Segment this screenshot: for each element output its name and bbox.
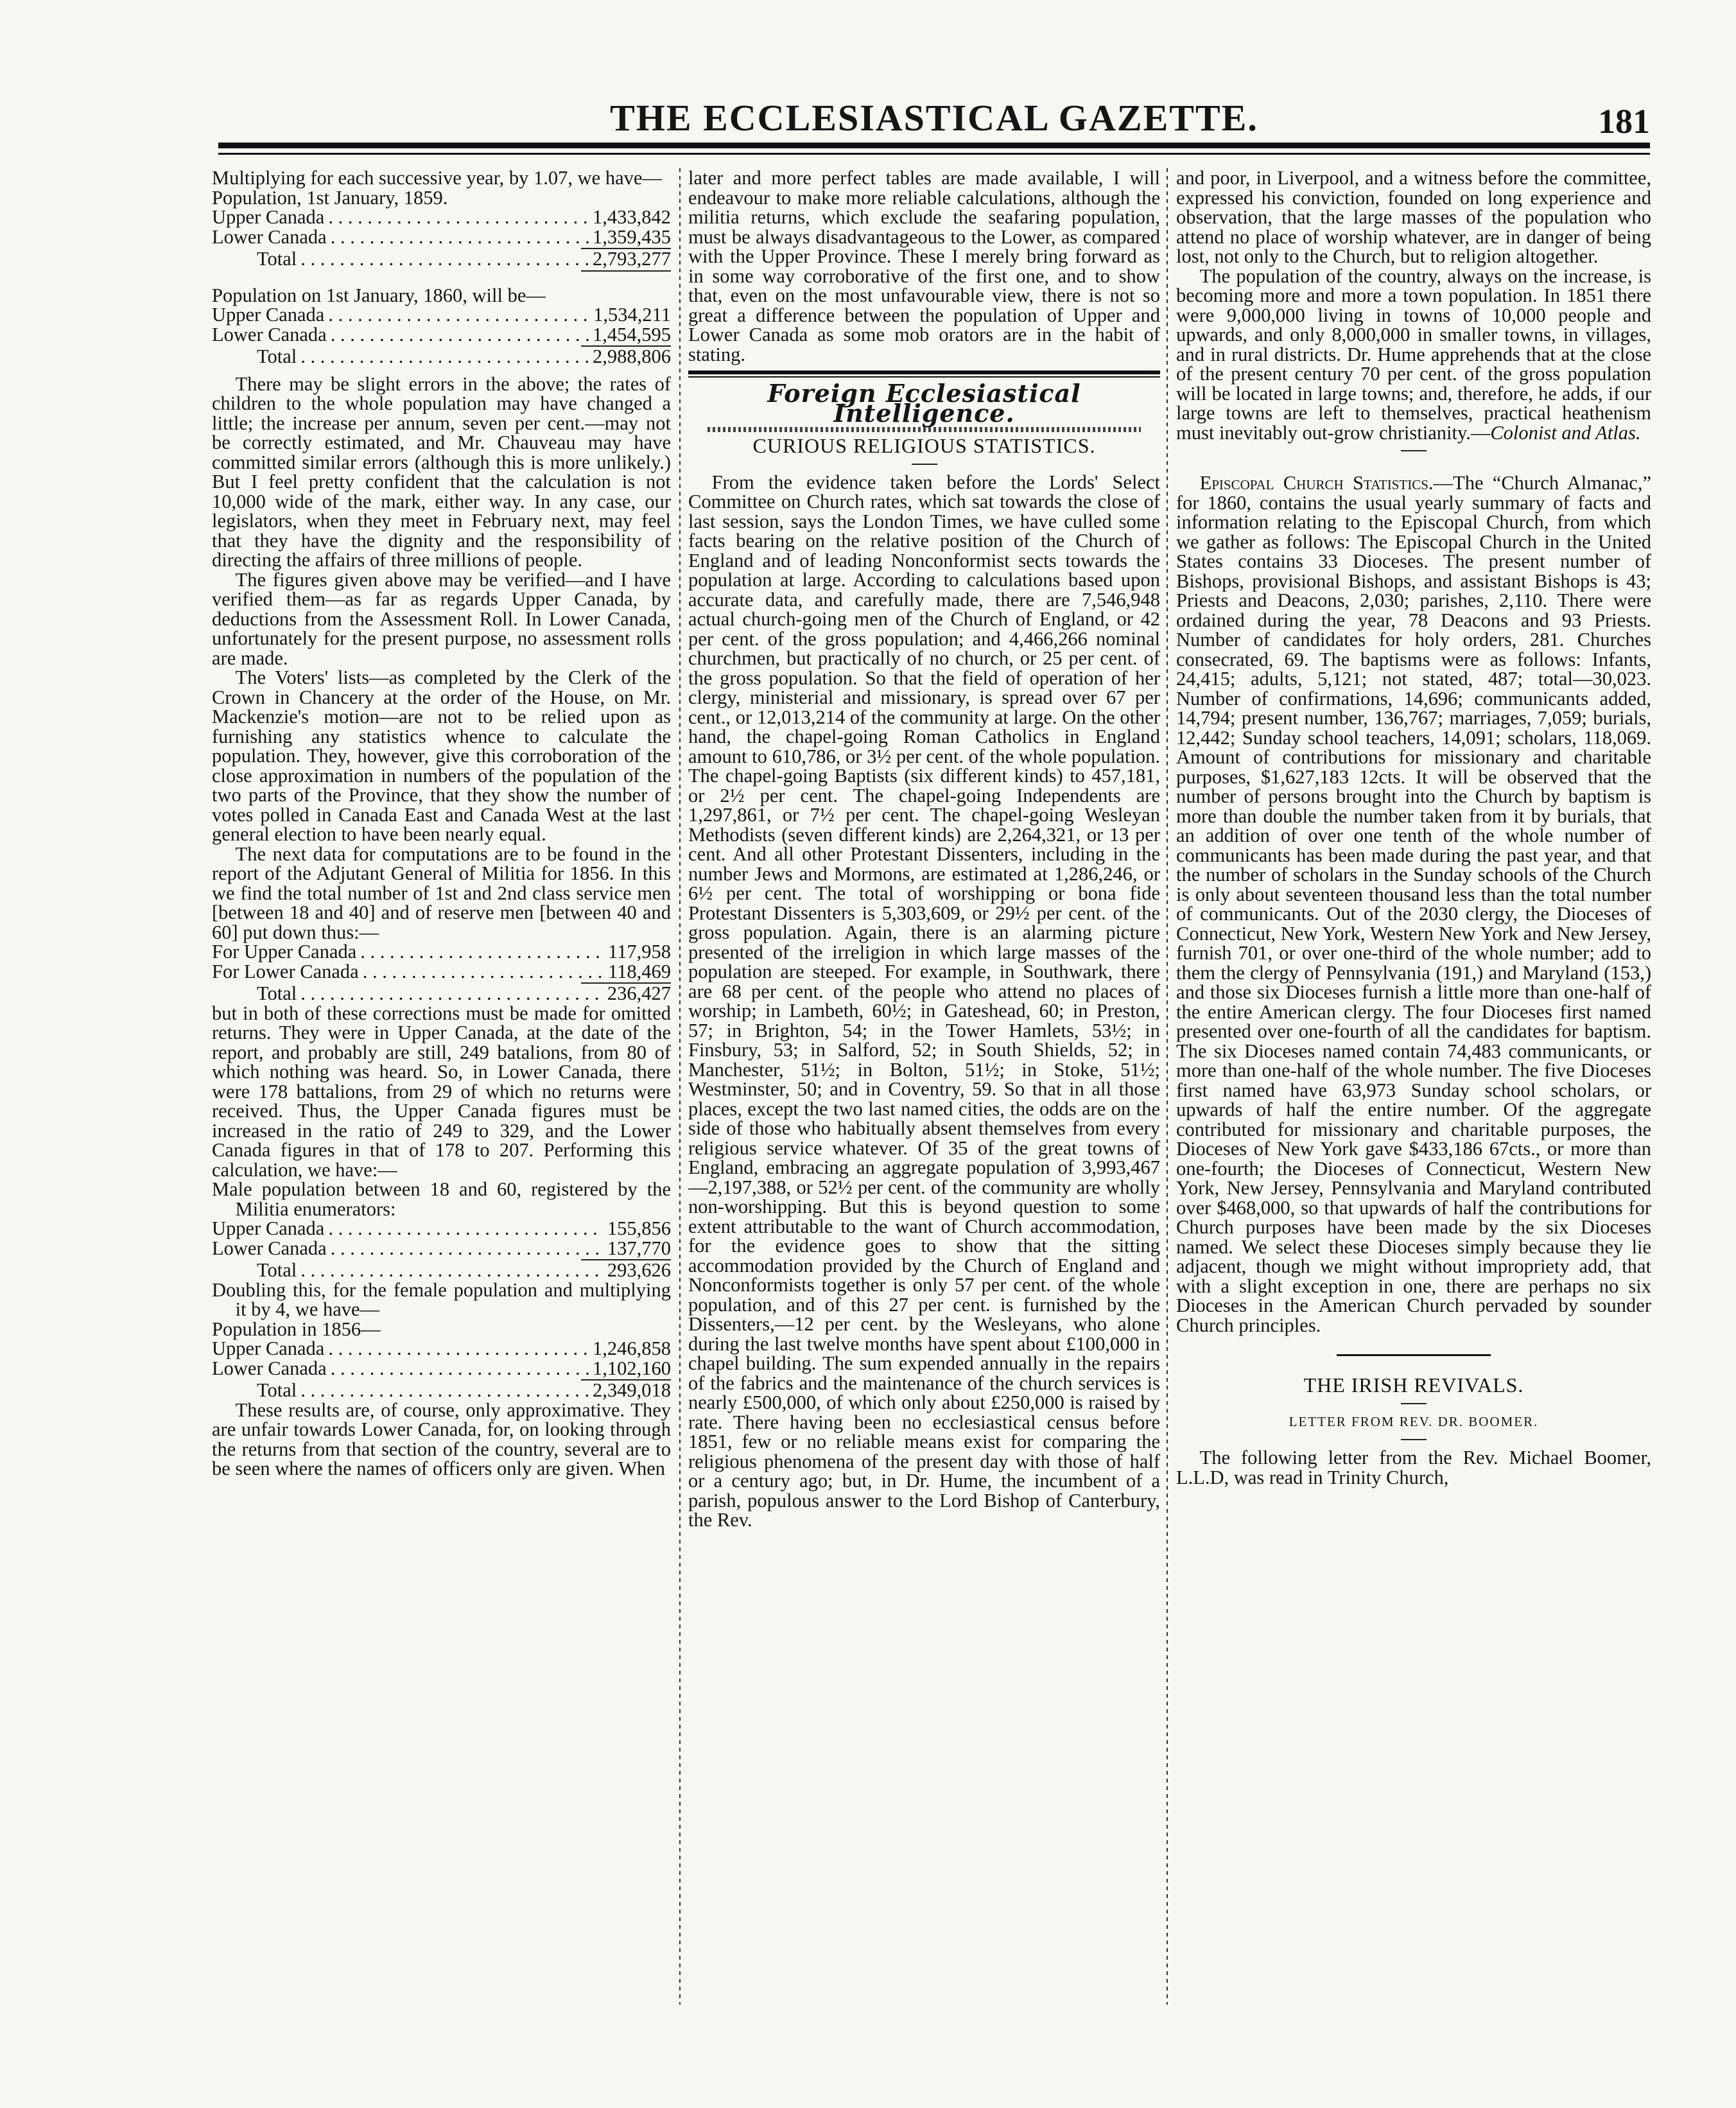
- dash-rule: [1401, 1439, 1427, 1440]
- paragraph: and poor, in Liverpool, and a witness before the committee, expressed his conviction, founded on long experience and observation, that the large masses of the population who attend no place of worship whatever, are in danger of being lost, not only to the Church, but to religion altogether.: [1176, 168, 1651, 267]
- stat-total: Total . . . 2,988,806: [212, 347, 671, 367]
- stat-row: For Upper Canada . . . 117,958: [212, 942, 671, 962]
- column-2: [688, 168, 1160, 2030]
- stat-row: Lower Canada . . . 1,454,595: [212, 325, 671, 345]
- stat-total: Total . . . 293,626: [212, 1260, 671, 1280]
- page-number: 181: [1598, 102, 1650, 141]
- stat-row: Lower Canada . . . 1,359,435: [212, 227, 671, 247]
- stat-row: For Lower Canada . . . 118,469: [212, 962, 671, 982]
- article-title: CURIOUS RELIGIOUS STATISTICS.: [752, 434, 1096, 457]
- column-1: [212, 168, 671, 2030]
- subheading: Population on 1st January, 1860, will be—: [212, 284, 546, 306]
- section-rule: [1337, 1354, 1491, 1356]
- subheading: Male population between 18 and 60, registered by the Militia enumerators:: [212, 1178, 671, 1220]
- header-rule-thin: [218, 153, 1650, 155]
- paragraph: Multiplying for each successive year, by 1.07, we have—: [212, 168, 662, 189]
- stat-row: Upper Canada . . . 1,534,211: [212, 305, 671, 325]
- stat-row: Upper Canada . . . 155,856: [212, 1219, 671, 1239]
- stat-total: Total . . . 236,427: [212, 984, 671, 1004]
- page-header: [218, 96, 1650, 141]
- dash-rule: [1401, 450, 1427, 451]
- column-divider: [679, 168, 681, 2005]
- subheading: Population in 1856—: [212, 1318, 381, 1340]
- dash-rule: [912, 464, 937, 465]
- stat-row: Upper Canada . . . 1,433,842: [212, 207, 671, 227]
- masthead-title: THE ECCLESIASTICAL GAZETTE.: [610, 97, 1258, 139]
- lead-in: Episcopal Church Statistics.: [1199, 472, 1434, 494]
- stat-total: Total . . . 2,349,018: [212, 1381, 671, 1400]
- dash-rule: [1401, 1403, 1427, 1404]
- column-divider: [1167, 168, 1168, 2005]
- article-subtitle: LETTER FROM REV. DR. BOOMER.: [1289, 1413, 1539, 1429]
- stat-row: Upper Canada . . . 1,246,858: [212, 1339, 671, 1359]
- paragraph: There may be slight errors in the above; the rates of children to the whole population may have changed a little; the increase per annum, seven per cent.—may not be correctly estimated, and Mr. Chauveau may have committed similar errors (although this is more unlikely.) But I feel pretty confident that the calculation is not 10,000 wide of the mark, either way. In any case, our legislators, when they meet in February next, may feel that they have the dignity and the responsibility of directing the affairs of three millions of people.: [212, 372, 671, 571]
- subheading: Doubling this, for the female population and multiplying it by 4, we have—: [212, 1278, 671, 1320]
- column-3: [1176, 168, 1651, 2030]
- paragraph: The figures given above may be verified—and I have verified them—as far as regards Upper Canada, by deductions from the Assessment Roll. In Lower Canada, unfortunately for the present purpose, no assessment rolls are made.: [212, 568, 671, 669]
- stat-row: Lower Canada . . . 1,102,160: [212, 1359, 671, 1379]
- ornament-rule: [707, 427, 1141, 432]
- paragraph: The Voters' lists—as completed by the Clerk of the Crown in Chancery at the order of the House, on Mr. Mackenzie's motion—are not to be relied upon as furnishing any statistics whence to calculate the population. They, however, give this corroboration of the close approximation in numbers of the population of the two parts of the Province, that they show the number of votes polled in Canada East and Canada West at the last general election to have been nearly equal.: [212, 666, 671, 845]
- stat-row: Lower Canada . . . 137,770: [212, 1239, 671, 1259]
- article-title: THE IRISH REVIVALS.: [1303, 1373, 1524, 1397]
- paragraph: The population of the country, always on the increase, is becoming more and more a town population. In 1851 there were 9,000,000 living in towns of 10,000 people and upwards, and only 8,000,000 in smaller towns, in villages, and in rural districts. Dr. Hume apprehends that at the close of the present century 70 per cent. of the gross population will be located in large towns; and, therefore, he adds, if our large towns are left to themselves, practical heathenism must inevitably out-grow christianity.—Colonist and Atlas.: [1176, 265, 1651, 444]
- paragraph: but in both of these corrections must be made for omitted returns. They were in Upper Canada, at the date of the report, and probably are still, 249 batalions, from 80 of which nothing was heard. So, in Lower Canada, there were 178 battalions, from 29 of which no returns were received. Thus, the Upper Canada figures must be increased in the ratio of 249 to 329, and the Lower Canada figures in that of 178 to 207. Performing this calculation, we have:—: [212, 1002, 671, 1181]
- source-credit: Colonist and Atlas.: [1490, 421, 1641, 444]
- stat-total: Total . . . 2,793,277: [212, 249, 671, 269]
- paragraph: The next data for computations are to be found in the report of the Adjutant General of Militia for 1856. In this we find the total number of 1st and 2nd class service men [between 18 and 40] and of reserve men [between 40 and 60] put down thus:—: [212, 842, 671, 943]
- paragraph: These results are, of course, only approximative. They are unfair towards Lower Canada, for, on looking through the returns from that section of the country, several are to be seen where the names of officers only are given. When: [212, 1398, 671, 1479]
- header-rule: [218, 143, 1650, 148]
- paragraph: later and more perfect tables are made available, I will endeavour to make more reliable calculations, although the militia returns, which exclude the seafaring population, must be always disadvantageous to the Lower, as compared with the Upper Province. These I merely bring forward as in some way corroborative of the first one, and to show that, even on the most unfavourable view, there is not so great a difference between the population of Upper and Lower Canada as some mob orators are in the habit of stating.: [688, 168, 1160, 365]
- paragraph: From the evidence taken before the Lords' Select Committee on Church rates, which sat towards the close of last session, says the London Times, we have culled some facts bearing on the relative position of the Church of England and of leading Nonconformist sects towards the population at large. According to calculations based upon accurate data, and carefully made, there are 7,546,948 actual church-going men of the Church of England, or 42 per cent. of the gross population; and 4,466,266 nominal churchmen, but practically of no church, or 25 per cent. of the gross population. So that the field of operation of her clergy, ministerial and missionary, is spread over 67 per cent., or 12,013,214 of the community at large. On the other hand, the chapel-going Roman Catholics in England amount to 610,786, or 3½ per cent. of the whole population. The chapel-going Baptists (six different kinds) to 457,181, or 2½ per cent. The chapel-going Independents are 1,297,861, or 7½ per cent. The chapel-going Wesleyan Methodists (seven different kinds) are 2,264,321, or 13 per cent. And all other Protestant Dissenters, including in the number Jews and Mormons, are estimated at 1,286,246, or 6½ per cent. The total of worshipping or bona fide Protestant Dissenters is 5,303,609, or 29½ per cent. of the gross population. Again, there is an alarming picture presented of the irreligion in which large masses of the population are steeped. For example, in Southwark, there are 68 per cent. of the people who attend no places of worship; in Lambeth, 60½; in Gateshead, 60; in Preston, 57; in Brighton, 54; in the Tower Hamlets, 53½; in Finsbury, 53; in Salford, 52; in South Shields, 52; in Manchester, 51½; in Bolton, 51½; in Stoke, 51½; Westminster, 50; and in Coventry, 59. So that in all those places, except the two last named cities, the odds are on the side of those who habitually absent themselves from every religious service whatever. Of 35 of the great towns of England, embracing an aggregate population of 3,993,467—2,197,388, or 52½ per cent. of the community are wholly non-worshipping. But this is beyond question to some extent attributable to the want of Church accommodation, for the evidence goes to show that the sitting accommodation provided by the Church of England and Nonconformists together is only 57 per cent. of the whole population, and of this 27 per cent. is furnished by the Dissenters,—12 per cent. by the Wesleyans, who alone during the last twelve months have spent about £100,000 in chapel building. The sum expended annually in the repairs of the fabrics and the maintenance of the church services is nearly £500,000, of which only about £250,000 is raised by rate. There having been no ecclesiastical census before 1851, few or no reliable means exist for comparing the religious phenomena of the present day with those of half or a century ago; but, in Dr. Hume, the incumbent of a parish, populous answer to the Lord Bishop of Canterbury, the Rev.: [688, 471, 1160, 1531]
- subheading: Population, 1st January, 1859.: [212, 186, 448, 209]
- paragraph: Episcopal Church Statistics.—The “Church Almanac,” for 1860, contains the usual yearly summary of facts and information relating to the Episcopal Church, from which we gather as follows: The Episcopal Church in the United States contains 33 Dioceses. The present number of Bishops, provisional Bishops, and assistant Bishops is 43; Priests and Deacons, 2,030; parishes, 2,110. There were ordained during the year, 78 Deacons and 93 Priests. Number of candidates for holy orders, 281. Churches consecrated, 69. The baptisms were as follows: Infants, 24,415; adults, 5,121; not stated, 487; total—30,023. Number of confirmations, 14,696; communicants added, 14,794; present number, 136,767; marriages, 7,059; burials, 12,442; Sunday school teachers, 14,091; scholars, 118,069. Amount of contributions for missionary and charitable purposes, $1,627,183 12cts. It will be observed that the number of persons brought into the Church by baptism is more than double the number taken from it by burials, that an addition of over one tenth of the whole number of communicants has been made during the past year, and that the number of scholars in the Sunday schools of the Church is only about seventeen thousand less than the total number of communicants. Out of the 2030 clergy, the Dioceses of Connecticut, New York, Western New York and New Jersey, furnish 701, or over one-third of the whole number; add to them the clergy of Pennsylvania (191,) and Maryland (153,) and those six Dioceses furnish a little more than one-half of the entire American clergy. The four Dioceses first named presented over one-fourth of all the candidates for baptism. The six Dioceses named contain 74,483 communicants, or more than one-half of the whole number. The five Dioceses first named have 63,973 Sunday school scholars, or upwards of half the entire number. Of the aggregate contributed for missionary and charitable purposes, the Dioceses of New York gave $433,186 67cts., or more than one-fourth; the Dioceses of Connecticut, Western New York, New Jersey, Pennsylvania and Maryland contributed over $468,000, so that upwards of half the contributions for Church purposes have been made by the six Dioceses named. We select these Dioceses simply because they lie adjacent, though we might without impropriety add, that with a slight exception in one, there are perhaps no six Dioceses in the American Church pervaded by sounder Church principles.: [1176, 472, 1651, 1336]
- paragraph: The following letter from the Rev. Michael Boomer, L.L.D, was read in Trinity Church,: [1176, 1447, 1651, 1488]
- section-rule: [688, 370, 1160, 378]
- section-title: Foreign Ecclesiastical Intelligence.: [767, 379, 1081, 428]
